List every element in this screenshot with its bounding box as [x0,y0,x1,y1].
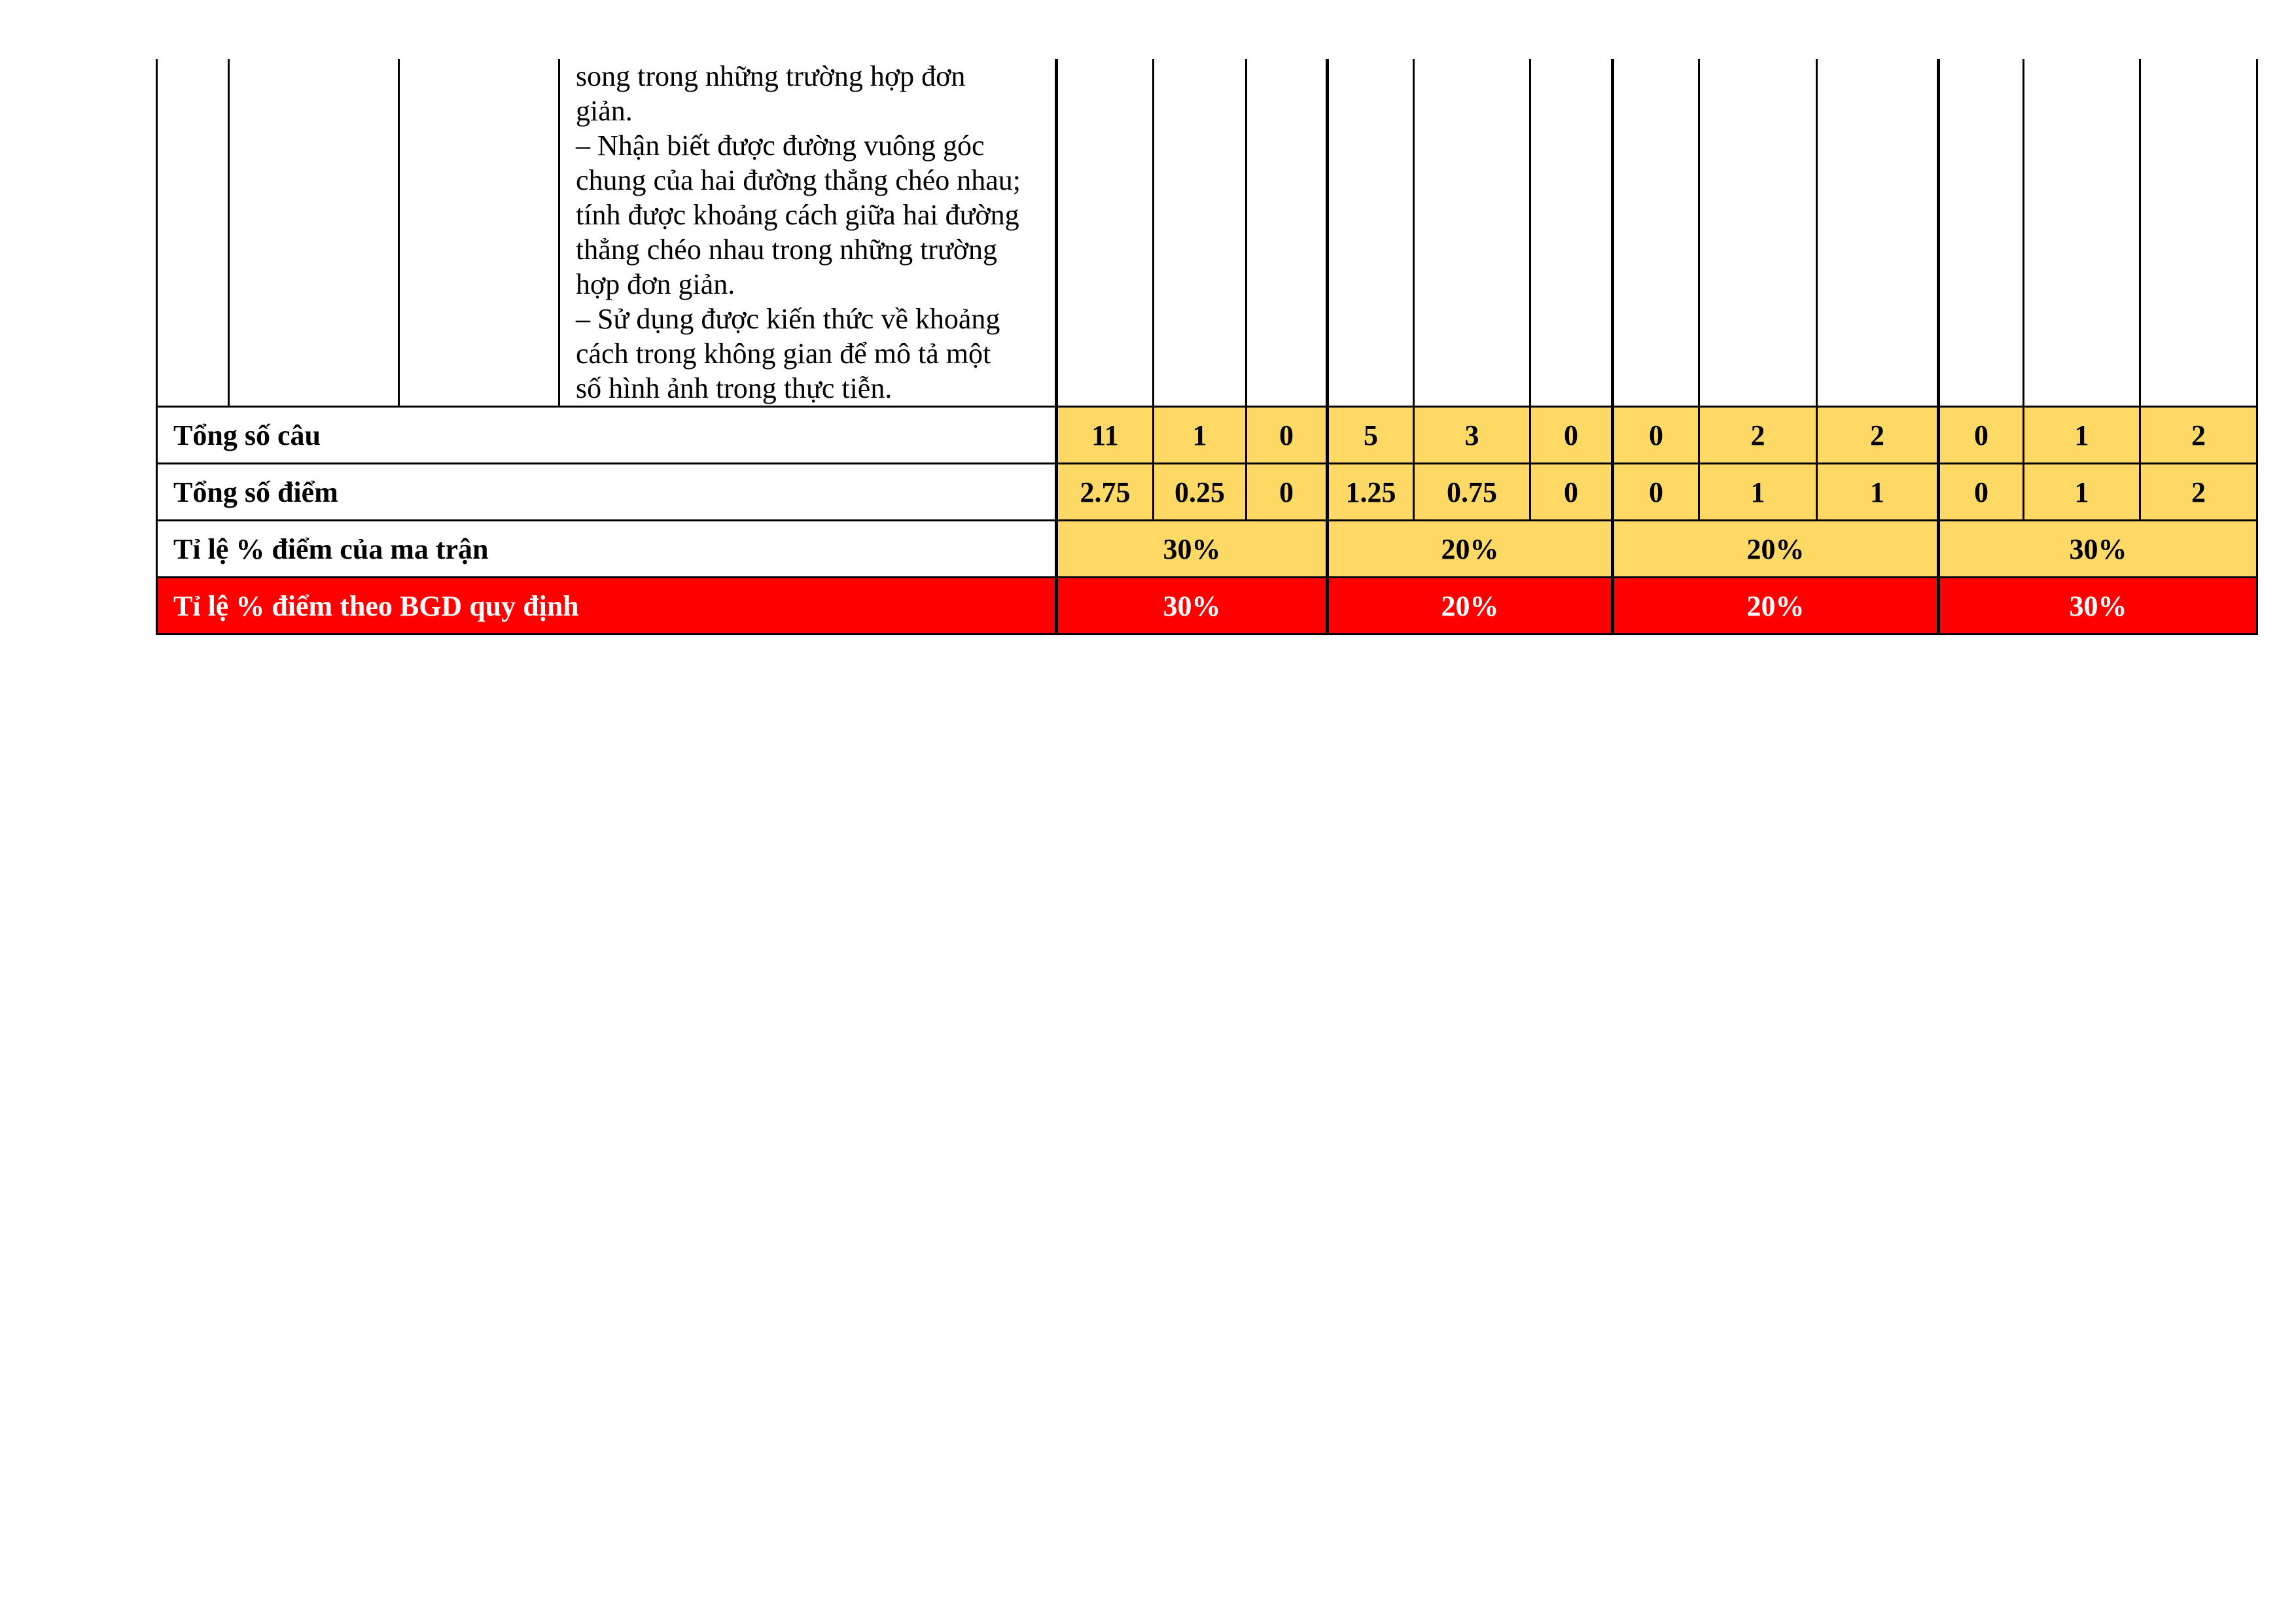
count-cell [1699,59,1817,407]
count-cell [1817,59,1939,407]
total-questions-value: 0 [1613,407,1699,464]
count-cell [1057,59,1154,407]
desc-line: thẳng chéo nhau trong những trường [576,234,998,266]
count-cell [2024,59,2140,407]
total-questions-value: 0 [1530,407,1613,464]
total-points-value: 0 [1530,464,1613,521]
total-questions-value: 2 [1817,407,1939,464]
assessment-matrix-table [156,59,2258,635]
matrix-ratio-value: 30% [1057,521,1328,578]
count-cell [1613,59,1699,407]
desc-line: chung của hai đường thẳng chéo nhau; [576,164,1021,196]
bgd-ratio-value: 20% [1328,578,1613,635]
total-points-value: 1 [1817,464,1939,521]
matrix-ratio-value: 20% [1613,521,1939,578]
total-questions-row [157,407,2257,464]
matrix-ratio-row [157,521,2257,578]
total-points-value: 1 [2024,464,2140,521]
count-cell [1939,59,2024,407]
index-cell [157,59,229,407]
bgd-ratio-row [157,578,2257,635]
total-points-value: 1.25 [1328,464,1414,521]
total-questions-value: 0 [1246,407,1328,464]
count-cell [1530,59,1613,407]
total-points-value: 0 [1613,464,1699,521]
total-questions-value: 2 [2140,407,2257,464]
total-points-value: 0 [1939,464,2024,521]
total-questions-value: 1 [1154,407,1246,464]
desc-line: song trong những trường hợp đơn [576,60,966,92]
topic-cell [229,59,399,407]
bgd-ratio-label: Tỉ lệ % điểm theo BGD quy định [157,578,1057,635]
count-cell [1154,59,1246,407]
matrix-ratio-label: Tỉ lệ % điểm của ma trận [157,521,1057,578]
matrix-ratio-value: 20% [1328,521,1613,578]
matrix-ratio-value: 30% [1939,521,2257,578]
total-points-row [157,464,2257,521]
total-questions-value: 11 [1057,407,1154,464]
total-questions-value: 1 [2024,407,2140,464]
desc-line: – Nhận biết được đường vuông góc [576,130,985,162]
total-points-value: 0.75 [1414,464,1530,521]
total-points-value: 0.25 [1154,464,1246,521]
total-points-label: Tổng số điểm [157,464,1057,521]
count-cell [2140,59,2257,407]
requirement-description [559,59,1057,407]
count-cell [1328,59,1414,407]
bgd-ratio-value: 30% [1057,578,1328,635]
desc-line: cách trong không gian để mô tả một [576,338,991,370]
content-row [157,59,2257,407]
total-questions-value: 3 [1414,407,1530,464]
desc-line: giản. [576,95,633,127]
total-points-value: 2 [2140,464,2257,521]
total-points-value: 2.75 [1057,464,1154,521]
desc-line: hợp đơn giản. [576,268,735,300]
bgd-ratio-value: 30% [1939,578,2257,635]
desc-line: tính được khoảng cách giữa hai đường [576,199,1019,231]
total-points-value: 1 [1699,464,1817,521]
desc-line: số hình ảnh trong thực tiễn. [576,372,892,404]
total-points-value: 0 [1246,464,1328,521]
total-questions-value: 2 [1699,407,1817,464]
desc-line: – Sử dụng được kiến thức về khoảng [576,303,1000,335]
total-questions-value: 0 [1939,407,2024,464]
count-cell [1414,59,1530,407]
bgd-ratio-value: 20% [1613,578,1939,635]
unit-cell [399,59,559,407]
count-cell [1246,59,1328,407]
total-questions-label: Tổng số câu [157,407,1057,464]
total-questions-value: 5 [1328,407,1414,464]
